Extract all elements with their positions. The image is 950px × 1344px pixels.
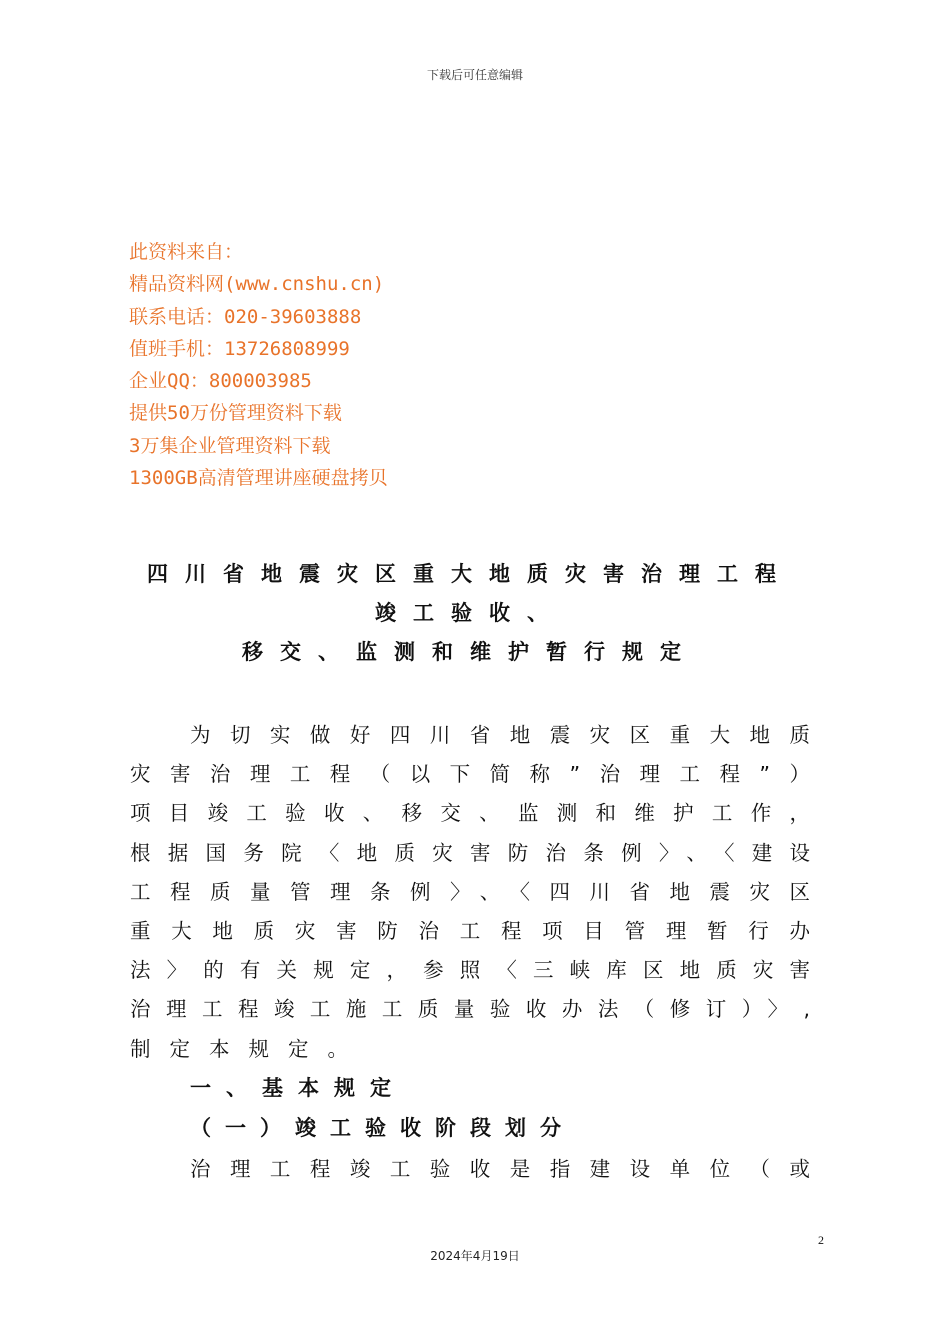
- paragraph-line: 根据国务院〈地质灾害防治条例〉、〈建设: [130, 840, 810, 865]
- source-line: 值班手机：13726808999: [129, 337, 350, 360]
- paragraph-line: 法〉的有关规定，参照〈三峡库区地质灾害: [130, 958, 810, 983]
- footer-date: 2024年4月19日: [430, 1249, 520, 1263]
- document-title-line-3: 移交、监测和维护暂行规定: [242, 640, 698, 664]
- page-header: 下载后可任意编辑: [426, 68, 523, 82]
- page-number: 2: [818, 1233, 824, 1247]
- source-line: 企业QQ：800003985: [129, 370, 312, 393]
- body-paragraph-1: [130, 716, 810, 1069]
- source-line: 提供50万份管理资料下载: [129, 402, 342, 425]
- paragraph-line: 重大地质灾害防治工程项目管理暂行办: [130, 919, 810, 944]
- paragraph-line: 灾害治理工程（以下简称”治理工程”）: [130, 762, 810, 787]
- paragraph-line: 制定本规定。: [130, 1036, 367, 1061]
- document-title-line-1: 四川省地震灾区重大地质灾害治理工程: [147, 562, 793, 586]
- paragraph-line: 治理工程竣工施工质量验收办法（修订）〉,: [130, 997, 810, 1022]
- section-heading: 一、基本规定: [190, 1076, 406, 1100]
- paragraph-line: 项目竣工验收、移交、监测和维护工作，: [130, 801, 810, 826]
- body-paragraph-2: 治理工程竣工验收是指建设单位（或: [190, 1157, 810, 1181]
- source-line: 1300GB高清管理讲座硬盘拷贝: [129, 467, 388, 490]
- paragraph-line: 工程质量管理条例〉、〈四川省地震灾区: [130, 879, 810, 904]
- source-line: 精品资料网(www.cnshu.cn): [129, 273, 385, 296]
- source-line: 此资料来自：: [129, 241, 244, 263]
- document-title-line-2: 竣工验收、: [375, 601, 565, 625]
- source-info-block: [129, 236, 388, 494]
- source-line: 3万集企业管理资料下载: [129, 434, 331, 457]
- subsection-heading: （一）竣工验收阶段划分: [190, 1116, 575, 1140]
- source-line: 联系电话：020-39603888: [129, 305, 362, 328]
- paragraph-line: 为切实做好四川省地震灾区重大地质: [190, 723, 810, 747]
